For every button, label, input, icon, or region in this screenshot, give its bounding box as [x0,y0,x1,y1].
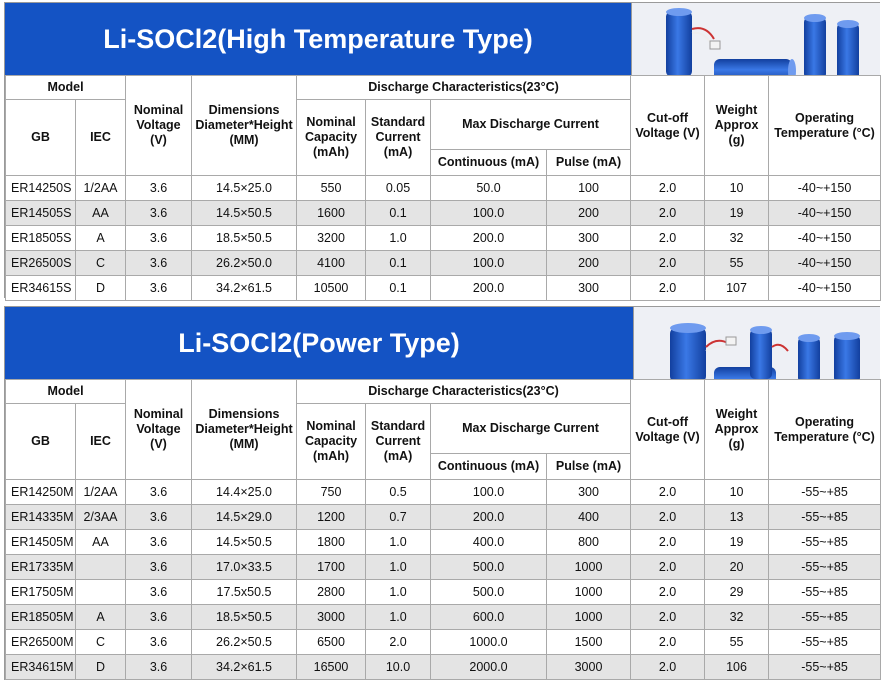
iec-cell: 1/2AA [76,176,126,201]
dimensions-cell: 26.2×50.0 [192,251,297,276]
weight-cell: 32 [705,226,769,251]
nominal-capacity-cell: 4100 [297,251,366,276]
operating-temp-cell: -55~+85 [769,605,881,630]
cutoff-voltage-cell: 2.0 [631,630,705,655]
cutoff-header: Cut-off Voltage (V) [631,76,705,176]
gb-cell: ER26500S [6,251,76,276]
nominal-capacity-cell: 1200 [297,505,366,530]
nominal-voltage-header: Nominal Voltage (V) [126,380,192,480]
nominal-voltage-cell: 3.6 [126,555,192,580]
standard-current-cell: 1.0 [366,226,431,251]
pulse-cell: 1000 [547,555,631,580]
nominal-voltage-cell: 3.6 [126,505,192,530]
pulse-cell: 100 [547,176,631,201]
gb-header: GB [6,100,76,176]
cutoff-voltage-cell: 2.0 [631,655,705,680]
dimensions-cell: 14.5×50.5 [192,201,297,226]
standard-current-header: Standard Current (mA) [366,100,431,176]
dimensions-cell: 17.5x50.5 [192,580,297,605]
dimensions-header: Dimensions Diameter*Height (MM) [192,76,297,176]
gb-cell: ER14505M [6,530,76,555]
cutoff-voltage-cell: 2.0 [631,226,705,251]
operating-temp-cell: -55~+85 [769,580,881,605]
discharge-header: Discharge Characteristics(23°C) [297,380,631,404]
weight-cell: 106 [705,655,769,680]
gb-cell: ER14335M [6,505,76,530]
weight-cell: 29 [705,580,769,605]
continuous-header: Continuous (mA) [431,150,547,176]
nominal-capacity-header: Nominal Capacity (mAh) [297,404,366,480]
pulse-cell: 300 [547,226,631,251]
dimensions-cell: 14.4×25.0 [192,480,297,505]
gb-cell: ER18505S [6,226,76,251]
operating-temp-cell: -40~+150 [769,226,881,251]
pulse-cell: 200 [547,201,631,226]
pulse-cell: 400 [547,505,631,530]
dimensions-cell: 14.5×29.0 [192,505,297,530]
gb-cell: ER14505S [6,201,76,226]
cutoff-voltage-cell: 2.0 [631,580,705,605]
power-title: Li-SOCl2(Power Type) [178,327,460,358]
weight-cell: 107 [705,276,769,301]
dimensions-header: Dimensions Diameter*Height (MM) [192,380,297,480]
cutoff-header: Cut-off Voltage (V) [631,380,705,480]
operating-temp-cell: -55~+85 [769,655,881,680]
pulse-cell: 1500 [547,630,631,655]
nominal-voltage-cell: 3.6 [126,276,192,301]
gb-cell: ER17505M [6,580,76,605]
weight-cell: 32 [705,605,769,630]
table-row [6,176,881,201]
operating-temp-header: Operating Temperature (°C) [769,76,881,176]
nominal-capacity-cell: 6500 [297,630,366,655]
standard-current-header: Standard Current (mA) [366,404,431,480]
operating-temp-cell: -55~+85 [769,555,881,580]
nominal-capacity-cell: 2800 [297,580,366,605]
continuous-cell: 100.0 [431,480,547,505]
high-temp-title-banner [5,3,631,75]
operating-temp-cell: -55~+85 [769,630,881,655]
nominal-capacity-header: Nominal Capacity (mAh) [297,100,366,176]
nominal-voltage-cell: 3.6 [126,655,192,680]
cutoff-voltage-cell: 2.0 [631,176,705,201]
table-row [6,530,881,555]
continuous-cell: 500.0 [431,555,547,580]
standard-current-cell: 1.0 [366,605,431,630]
gb-cell: ER34615S [6,276,76,301]
gb-cell: ER18505M [6,605,76,630]
dimensions-cell: 26.2×50.5 [192,630,297,655]
standard-current-cell: 1.0 [366,555,431,580]
nominal-voltage-cell: 3.6 [126,605,192,630]
nominal-capacity-cell: 1600 [297,201,366,226]
cutoff-voltage-cell: 2.0 [631,201,705,226]
continuous-cell: 400.0 [431,530,547,555]
nominal-capacity-cell: 3000 [297,605,366,630]
operating-temp-cell: -40~+150 [769,251,881,276]
max-discharge-header: Max Discharge Current [431,100,631,150]
standard-current-cell: 0.5 [366,480,431,505]
dimensions-cell: 14.5×50.5 [192,530,297,555]
continuous-cell: 200.0 [431,505,547,530]
high-temp-table [5,75,881,301]
weight-cell: 10 [705,480,769,505]
iec-cell: 2/3AA [76,505,126,530]
power-title-banner [5,307,633,379]
pulse-cell: 300 [547,276,631,301]
iec-cell: 1/2AA [76,480,126,505]
pulse-header: Pulse (mA) [547,454,631,480]
continuous-cell: 200.0 [431,276,547,301]
standard-current-cell: 0.1 [366,276,431,301]
nominal-voltage-cell: 3.6 [126,251,192,276]
gb-cell: ER14250M [6,480,76,505]
table-row [6,655,881,680]
continuous-cell: 1000.0 [431,630,547,655]
iec-cell: A [76,226,126,251]
operating-temp-cell: -55~+85 [769,505,881,530]
nominal-capacity-cell: 16500 [297,655,366,680]
weight-cell: 13 [705,505,769,530]
nominal-voltage-header: Nominal Voltage (V) [126,76,192,176]
nominal-voltage-cell: 3.6 [126,176,192,201]
continuous-cell: 100.0 [431,201,547,226]
nominal-capacity-cell: 10500 [297,276,366,301]
operating-temp-cell: -40~+150 [769,276,881,301]
dimensions-cell: 18.5×50.5 [192,605,297,630]
dimensions-cell: 14.5×25.0 [192,176,297,201]
operating-temp-cell: -40~+150 [769,201,881,226]
cutoff-voltage-cell: 2.0 [631,555,705,580]
cutoff-voltage-cell: 2.0 [631,276,705,301]
pulse-cell: 800 [547,530,631,555]
iec-cell: C [76,251,126,276]
weight-cell: 55 [705,630,769,655]
nominal-capacity-cell: 750 [297,480,366,505]
iec-cell: AA [76,530,126,555]
continuous-cell: 600.0 [431,605,547,630]
power-table-body [6,480,881,680]
power-table [5,379,881,680]
nominal-voltage-cell: 3.6 [126,580,192,605]
dimensions-cell: 34.2×61.5 [192,276,297,301]
continuous-cell: 100.0 [431,251,547,276]
iec-cell: D [76,655,126,680]
gb-cell: ER34615M [6,655,76,680]
nominal-voltage-cell: 3.6 [126,226,192,251]
nominal-voltage-cell: 3.6 [126,201,192,226]
gb-cell: ER14250S [6,176,76,201]
pulse-cell: 1000 [547,605,631,630]
weight-cell: 19 [705,201,769,226]
operating-temp-cell: -55~+85 [769,530,881,555]
pulse-cell: 3000 [547,655,631,680]
standard-current-cell: 0.05 [366,176,431,201]
table-row [6,251,881,276]
gb-cell: ER17335M [6,555,76,580]
power-section [4,306,880,680]
high-temp-section [4,2,880,298]
iec-header: IEC [76,404,126,480]
weight-header: Weight Approx (g) [705,76,769,176]
cutoff-voltage-cell: 2.0 [631,605,705,630]
max-discharge-header: Max Discharge Current [431,404,631,454]
nominal-capacity-cell: 550 [297,176,366,201]
dimensions-cell: 18.5×50.5 [192,226,297,251]
continuous-cell: 500.0 [431,580,547,605]
iec-cell: C [76,630,126,655]
table-row [6,580,881,605]
weight-cell: 20 [705,555,769,580]
cutoff-voltage-cell: 2.0 [631,505,705,530]
pulse-header: Pulse (mA) [547,150,631,176]
standard-current-cell: 0.7 [366,505,431,530]
table-row [6,630,881,655]
standard-current-cell: 0.1 [366,251,431,276]
dimensions-cell: 34.2×61.5 [192,655,297,680]
pulse-cell: 200 [547,251,631,276]
nominal-capacity-cell: 1700 [297,555,366,580]
nominal-capacity-cell: 1800 [297,530,366,555]
operating-temp-cell: -55~+85 [769,480,881,505]
continuous-cell: 2000.0 [431,655,547,680]
high-temp-title: Li-SOCl2(High Temperature Type) [103,23,533,54]
continuous-header: Continuous (mA) [431,454,547,480]
pulse-cell: 1000 [547,580,631,605]
cutoff-voltage-cell: 2.0 [631,480,705,505]
iec-cell: A [76,605,126,630]
continuous-cell: 200.0 [431,226,547,251]
iec-cell [76,555,126,580]
standard-current-cell: 1.0 [366,530,431,555]
model-header: Model [6,76,126,100]
table-row [6,226,881,251]
weight-cell: 10 [705,176,769,201]
cutoff-voltage-cell: 2.0 [631,530,705,555]
model-header: Model [6,380,126,404]
iec-header: IEC [76,100,126,176]
pulse-cell: 300 [547,480,631,505]
table-row [6,605,881,630]
standard-current-cell: 2.0 [366,630,431,655]
iec-cell [76,580,126,605]
weight-cell: 55 [705,251,769,276]
standard-current-cell: 10.0 [366,655,431,680]
weight-header: Weight Approx (g) [705,380,769,480]
nominal-capacity-cell: 3200 [297,226,366,251]
nominal-voltage-cell: 3.6 [126,530,192,555]
table-row [6,555,881,580]
table-row [6,505,881,530]
standard-current-cell: 1.0 [366,580,431,605]
nominal-voltage-cell: 3.6 [126,630,192,655]
cutoff-voltage-cell: 2.0 [631,251,705,276]
discharge-header: Discharge Characteristics(23°C) [297,76,631,100]
table-row [6,276,881,301]
operating-temp-cell: -40~+150 [769,176,881,201]
gb-cell: ER26500M [6,630,76,655]
iec-cell: D [76,276,126,301]
weight-cell: 19 [705,530,769,555]
table-row [6,201,881,226]
operating-temp-header: Operating Temperature (°C) [769,380,881,480]
standard-current-cell: 0.1 [366,201,431,226]
table-row [6,480,881,505]
continuous-cell: 50.0 [431,176,547,201]
nominal-voltage-cell: 3.6 [126,480,192,505]
gb-header: GB [6,404,76,480]
dimensions-cell: 17.0×33.5 [192,555,297,580]
iec-cell: AA [76,201,126,226]
high-temp-table-body [6,176,881,301]
